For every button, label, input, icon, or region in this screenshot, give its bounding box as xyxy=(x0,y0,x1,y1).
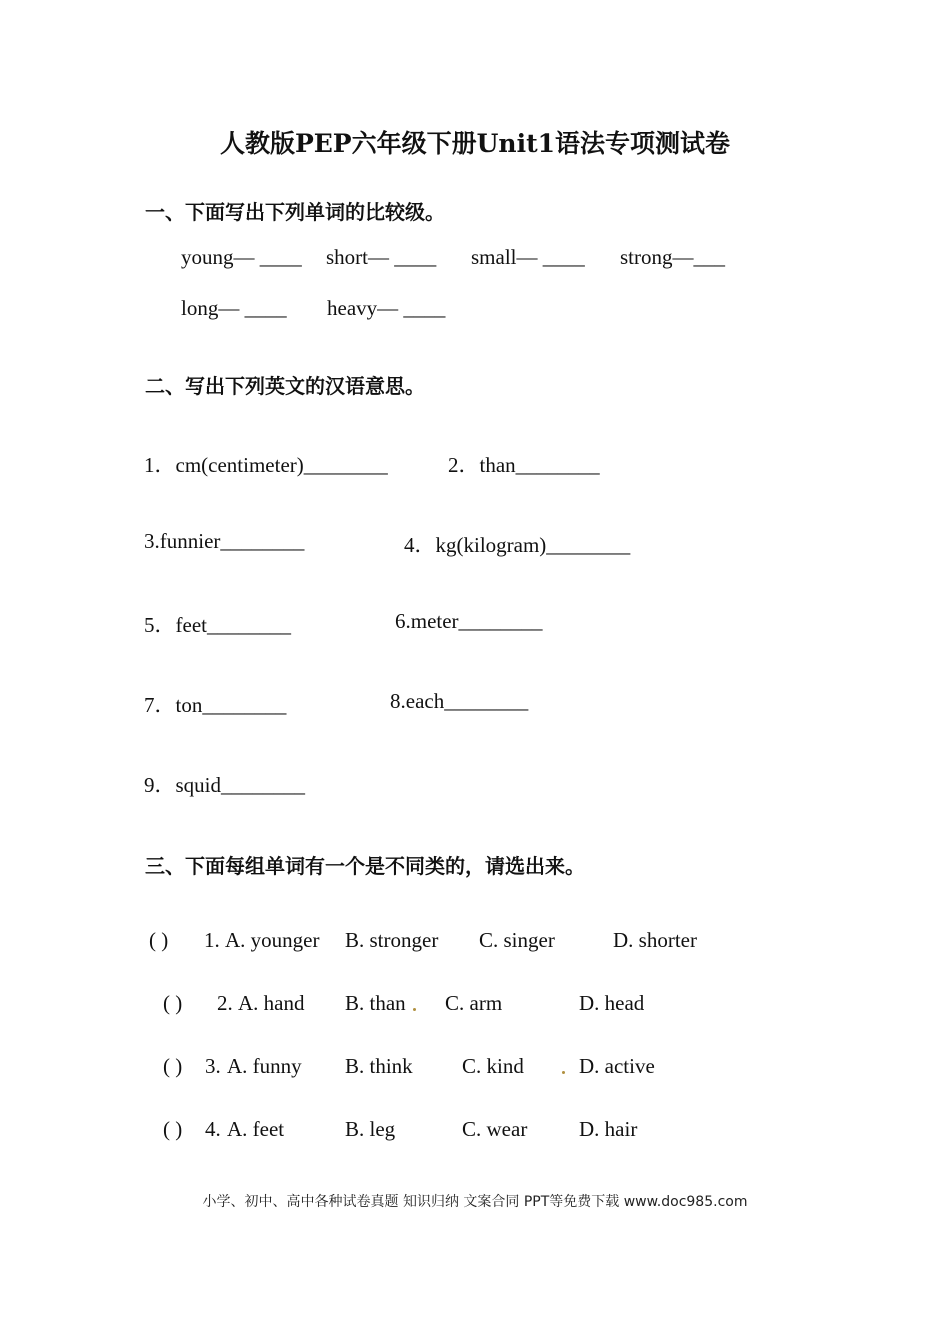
translation-item: 7．ton________ xyxy=(144,693,287,717)
translation-item: 6.meter________ xyxy=(395,609,543,633)
comparative-item: heavy— ____ xyxy=(327,296,446,320)
section-2-heading: 二、写出下列英文的汉语意思。 xyxy=(145,374,425,398)
question-number: 4. xyxy=(205,1117,221,1141)
option-b: B. stronger xyxy=(345,928,439,952)
question-number: 2. xyxy=(217,991,233,1015)
question-number: 3. xyxy=(205,1054,221,1078)
translation-item: 9．squid________ xyxy=(144,773,306,797)
comparative-item: young— ____ xyxy=(181,245,302,269)
section-1-heading: 一、下面写出下列单词的比较级。 xyxy=(145,200,445,224)
option-b: B. than xyxy=(345,991,406,1015)
option-d: D. head xyxy=(579,991,645,1015)
comparative-item: small— ____ xyxy=(471,245,585,269)
answer-paren: ( ) xyxy=(163,1117,183,1141)
option-d: D. active xyxy=(579,1054,655,1078)
answer-paren: ( ) xyxy=(163,991,183,1015)
option-c: C. kind xyxy=(462,1054,524,1078)
answer-paren: ( ) xyxy=(163,1054,183,1078)
section-3-heading: 三、下面每组单词有一个是不同类的，请选出来。 xyxy=(145,854,585,878)
option-a: A. funny xyxy=(227,1054,302,1078)
translation-item: 2．than________ xyxy=(448,453,600,477)
option-a: A. hand xyxy=(238,991,305,1015)
option-d: D. hair xyxy=(579,1117,638,1141)
translation-item: 3.funnier________ xyxy=(144,529,305,553)
option-c: C. singer xyxy=(479,928,555,952)
comparative-item: long— ____ xyxy=(181,296,287,320)
translation-item: 4．kg(kilogram)________ xyxy=(404,533,631,557)
speck-dot xyxy=(413,1008,416,1011)
speck-dot xyxy=(562,1071,565,1074)
question-number: 1. xyxy=(204,928,220,952)
translation-item: 1．cm(centimeter)________ xyxy=(144,453,388,477)
option-a: A. younger xyxy=(225,928,320,952)
option-b: B. think xyxy=(345,1054,413,1078)
option-c: C. wear xyxy=(462,1117,528,1141)
option-b: B. leg xyxy=(345,1117,396,1141)
comparative-item: strong—___ xyxy=(620,245,725,269)
option-c: C. arm xyxy=(445,991,503,1015)
page-title: 人教版PEP六年级下册Unit1语法专项测试卷 xyxy=(219,129,731,158)
option-a: A. feet xyxy=(227,1117,285,1141)
translation-item: 5．feet________ xyxy=(144,613,291,637)
option-d: D. shorter xyxy=(613,928,697,952)
comparative-item: short— ____ xyxy=(326,245,437,269)
footer-text: 小学、初中、高中各种试卷真题 知识归纳 文案合同 PPT等免费下载 www.doc985.com xyxy=(202,1194,748,1210)
answer-paren: ( ) xyxy=(149,928,169,952)
translation-item: 8.each________ xyxy=(390,689,529,713)
